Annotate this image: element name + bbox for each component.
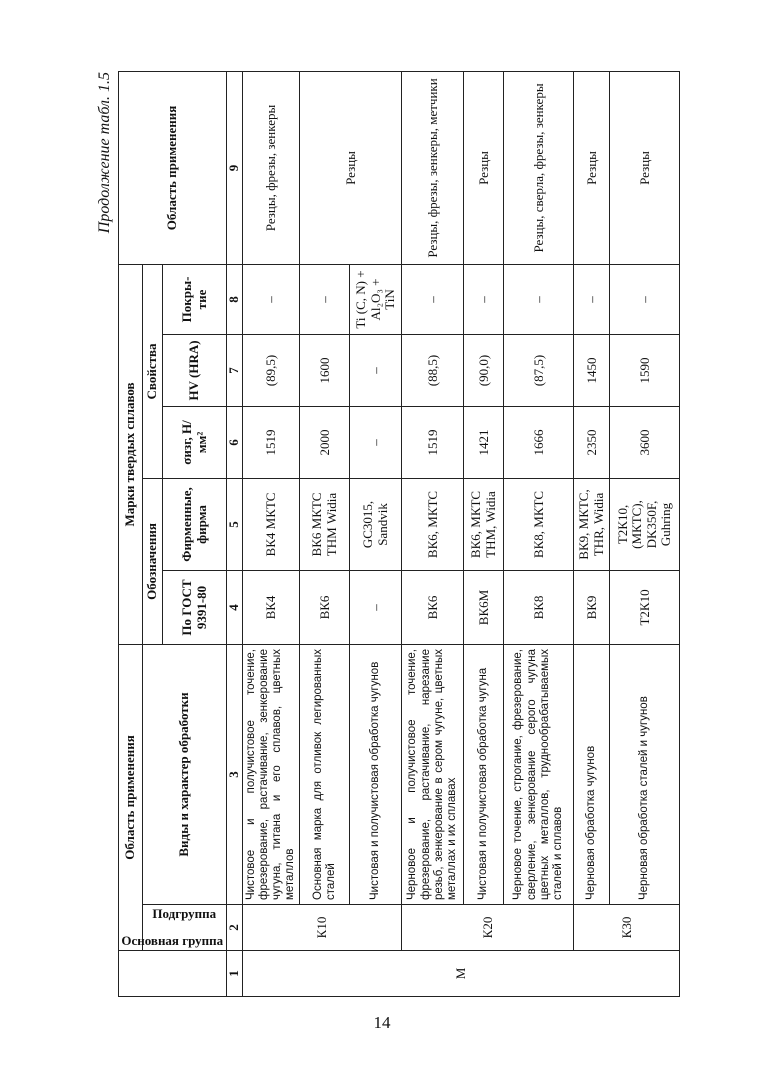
area-cell: Резцы <box>464 71 504 264</box>
hv-cell: (89,5) <box>242 334 300 406</box>
coating-cell: Ti (C, N) + Al₂O₃ + TiN <box>350 264 402 334</box>
area-cell: Резцы, фрезы, зенкеры, метчики <box>402 71 464 264</box>
header-grades: Марки твердых сплавов <box>119 264 143 644</box>
processing-cell: Черновое точение, строгание, фрезерование, сверление, зенкерование серого чугуна цветных металлов, труднообрабатываемых сталей и сплавов <box>504 644 574 904</box>
table-row <box>402 71 464 996</box>
header-hv: HV (HRA) <box>163 334 227 406</box>
table-row <box>300 71 350 996</box>
processing-cell: Черновая обработка сталей и чугунов <box>610 644 680 904</box>
col-num: 7 <box>227 334 243 406</box>
header-brand: Фирменные, фирма <box>163 478 227 570</box>
sigma-cell: 1519 <box>242 406 300 478</box>
header-subgroup-label: Подгруппа <box>152 905 217 921</box>
processing-cell: Чистовая и получистовая обработка чугунов <box>350 644 402 904</box>
processing-cell: Черновое и получистовое точение, фрезерование, растачивание, нарезание резьб, зенкерование в сером чугуне, цветных металлах и их сплавах <box>402 644 464 904</box>
rotated-table-wrapper <box>96 72 676 997</box>
brand-cell: ВК8, МКТС <box>504 478 574 570</box>
gost-cell: Т2К10 <box>610 570 680 644</box>
table-row <box>242 71 300 996</box>
gost-cell: – <box>350 570 402 644</box>
gost-cell: ВК6 <box>300 570 350 644</box>
rotated-page-content <box>96 72 676 997</box>
table-row <box>504 71 574 996</box>
coating-cell: – <box>574 264 610 334</box>
gost-cell: ВК6М <box>464 570 504 644</box>
header-gost: По ГОСТ 9391-80 <box>163 570 227 644</box>
processing-cell: Основная марка для отливок легированных сталей <box>300 644 350 904</box>
table-row <box>464 71 504 996</box>
sigma-cell: 1421 <box>464 406 504 478</box>
col-num: 2 <box>227 905 243 951</box>
table-row <box>610 71 680 996</box>
header-area2: Область применения <box>119 71 227 264</box>
header-properties: Свойства <box>143 264 163 478</box>
processing-cell: Чистовое и получистовое точение, фрезерование, растачивание, зенкерование чугуна, титана и его сплавов, цветных металлов <box>242 644 300 904</box>
table-caption: Продолжение табл. 1.5 <box>96 72 113 234</box>
sigma-cell: 2350 <box>574 406 610 478</box>
col-num: 1 <box>227 951 243 997</box>
header-designations: Обозначения <box>143 478 163 644</box>
sigma-cell: 1519 <box>402 406 464 478</box>
gost-cell: ВК4 <box>242 570 300 644</box>
hv-cell: 1590 <box>610 334 680 406</box>
page-number: 14 <box>373 1013 391 1032</box>
area-cell: Резцы <box>574 71 610 264</box>
col-num: 6 <box>227 406 243 478</box>
gost-cell: ВК8 <box>504 570 574 644</box>
sigma-cell: 1666 <box>504 406 574 478</box>
brand-cell: ВК6, МКТС <box>402 478 464 570</box>
sigma-cell: – <box>350 406 402 478</box>
coating-cell: – <box>610 264 680 334</box>
subgroup-cell: К30 <box>574 905 680 951</box>
hv-cell: 1450 <box>574 334 610 406</box>
carbide-grades-table <box>118 71 680 997</box>
brand-cell: ВК6, МКТС ТНМ, Widia <box>464 478 504 570</box>
main-group-cell: М <box>242 951 680 997</box>
gost-cell: ВК6 <box>402 570 464 644</box>
header-coating: Покры-тие <box>163 264 227 334</box>
coating-cell: – <box>464 264 504 334</box>
col-num: 8 <box>227 264 243 334</box>
subgroup-cell: К10 <box>242 905 402 951</box>
brand-cell: ВК6 МКТС ТНМ Widia <box>300 478 350 570</box>
header-main-group-label: Основная группа <box>121 932 224 948</box>
brand-cell: GC3015, Sandvik <box>350 478 402 570</box>
coating-cell: – <box>402 264 464 334</box>
col-num: 3 <box>227 644 243 904</box>
subgroup-cell: К20 <box>402 905 574 951</box>
brand-cell: ВК9, МКТС, ТНR, Widia <box>574 478 610 570</box>
header-sigma: σизг, Н/мм² <box>163 406 227 478</box>
area-cell: Резцы <box>300 71 402 264</box>
coating-cell: – <box>242 264 300 334</box>
hv-cell: (88,5) <box>402 334 464 406</box>
area-cell: Резцы, сверла, фрезы, зенкеры <box>504 71 574 264</box>
hv-cell: (90,0) <box>464 334 504 406</box>
brand-cell: ВК4 МКТС <box>242 478 300 570</box>
coating-cell: – <box>300 264 350 334</box>
processing-cell: Чистовая и получистовая обработка чугуна <box>464 644 504 904</box>
col-num: 5 <box>227 478 243 570</box>
coating-cell: – <box>504 264 574 334</box>
sigma-cell: 2000 <box>300 406 350 478</box>
header-processing: Виды и характер обработки <box>143 644 227 904</box>
sigma-cell: 3600 <box>610 406 680 478</box>
hv-cell: 1600 <box>300 334 350 406</box>
gost-cell: ВК9 <box>574 570 610 644</box>
col-num: 4 <box>227 570 243 644</box>
processing-cell: Черновая обработка чугунов <box>574 644 610 904</box>
hv-cell: – <box>350 334 402 406</box>
area-cell: Резцы, фрезы, зенкеры <box>242 71 300 264</box>
header-main-group <box>119 932 227 997</box>
column-numbers-row <box>227 71 243 996</box>
area-cell: Резцы <box>610 71 680 264</box>
brand-cell: Т2К10, (МКТС), DK350F, Guhring <box>610 478 680 570</box>
hv-cell: (87,5) <box>504 334 574 406</box>
table-row <box>574 71 610 996</box>
header-application-area: Область применения <box>119 644 143 950</box>
col-num: 9 <box>227 71 243 264</box>
